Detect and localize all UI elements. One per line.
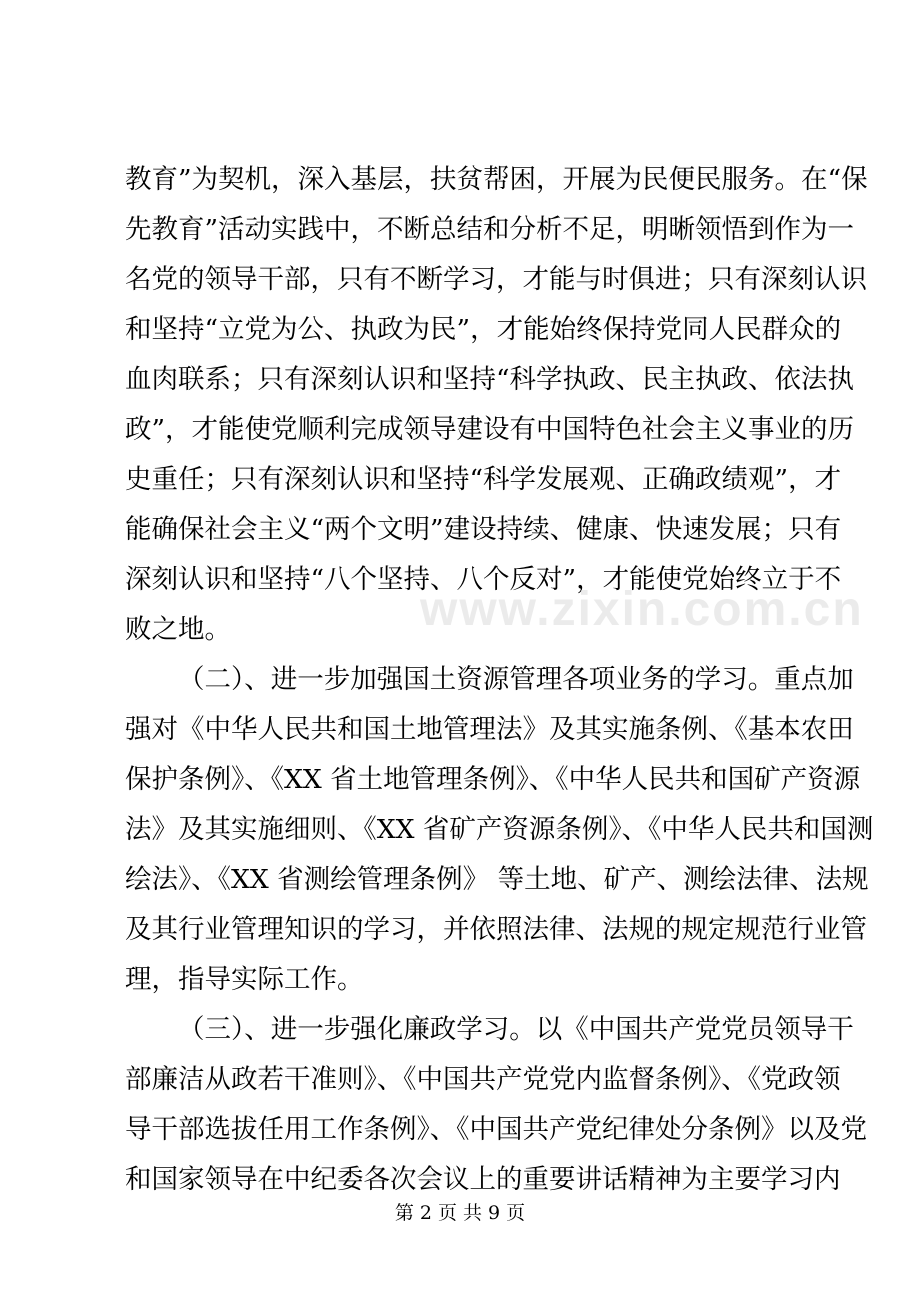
text-line: 能确保社会主义“两个文明”建设持续、健康、快速发展；只有 [125,514,842,545]
text-line: 和国家领导在中纪委各次会议上的重要讲话精神为主要学习内 [125,1164,841,1195]
text-line: 败之地。 [125,614,231,645]
text-line: 深刻认识和坚持“八个坚持、八个反对”，才能使党始终立于不 [125,564,842,595]
text-line: 法》及其实施细则、《XX 省矿产资源条例》、《中华人民共和国测 [125,814,874,845]
text-line: 名党的领导干部，只有不断学习，才能与时俱进；只有深刻认识 [125,264,867,295]
paragraph-heading-line: （二）、进一步加强国土资源管理各项业务的学习。重点加 [178,664,854,695]
text-line: 史重任；只有深刻认识和坚持“科学发展观、正确政绩观”，才 [125,464,842,495]
text-line: 教育”为契机，深入基层，扶贫帮困，开展为民便民服务。在“保 [125,164,868,195]
text-line: 保护条例》、《XX 省土地管理条例》、《中华人民共和国矿产资源 [125,764,861,795]
text-line: 和坚持“立党为公、执政为民”，才能始终保持党同人民群众的 [125,314,842,345]
text-line: 及其行业管理知识的学习，并依照法律、法规的规定规范行业管 [125,914,867,945]
text-line: 政”，才能使党顺利完成领导建设有中国特色社会主义事业的历 [125,414,855,445]
text-line: 血肉联系；只有深刻认识和坚持“科学执政、民主执政、依法执 [125,364,855,395]
paragraph-heading-line: （三）、进一步强化廉政学习。以《中国共产党党员领导干 [178,1014,854,1045]
text-line: 部廉洁从政若干准则》、《中国共产党党内监督条例》、《党政领 [125,1064,841,1095]
watermark: www.zixin.com.cn [420,583,864,636]
text-line: 导干部选拔任用工作条例》、《中国共产党纪律处分条例》以及党 [125,1114,867,1145]
text-line: 强对《中华人民共和国土地管理法》及其实施条例、《基本农田 [125,714,854,745]
text-line: 理，指导实际工作。 [125,964,364,995]
page-number-footer: 第 2 页 共 9 页 [394,1202,526,1224]
text-line: 绘法》、《XX 省测绘管理条例》 等土地、矿产、测绘法律、法规 [125,864,869,895]
text-line: 先教育”活动实践中，不断总结和分析不足，明晰领悟到作为一 [125,214,855,245]
